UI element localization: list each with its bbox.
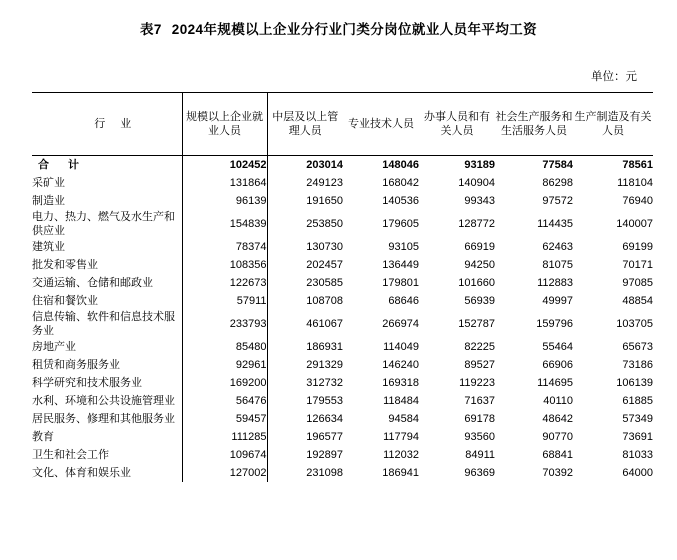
value-cell: 128772 bbox=[458, 218, 495, 230]
industry-name-cell: 采矿业 bbox=[32, 174, 182, 192]
industry-name-cell: 电力、热力、燃气及水生产和供应业 bbox=[32, 210, 182, 238]
value-cell: 103705 bbox=[616, 318, 653, 330]
value-cell: 191650 bbox=[306, 195, 343, 207]
value-cell: 69199 bbox=[622, 241, 653, 253]
table-row bbox=[32, 464, 653, 482]
value-cell: 96139 bbox=[182, 192, 267, 210]
value-cell: 179801 bbox=[382, 277, 419, 289]
table-row bbox=[32, 428, 653, 446]
value-cell: 81075 bbox=[542, 259, 573, 271]
industry-name-cell: 合 计 bbox=[32, 156, 182, 175]
value-cell: 84911 bbox=[465, 449, 495, 461]
column-header-professional: 专业技术人员 bbox=[343, 93, 419, 156]
column-header-all-employees: 规模以上企业就业人员 bbox=[182, 93, 267, 156]
industry-name-cell: 住宿和餐饮业 bbox=[32, 292, 182, 310]
industry-name-cell: 水利、环境和公共设施管理业 bbox=[32, 392, 182, 410]
value-cell: 186941 bbox=[382, 467, 419, 479]
table-row bbox=[32, 446, 653, 464]
column-header-service: 社会生产服务和生活服务人员 bbox=[495, 93, 573, 156]
industry-name-cell: 信息传输、软件和信息技术服务业 bbox=[32, 310, 182, 338]
value-cell: 114435 bbox=[537, 218, 573, 230]
industry-name-cell: 卫生和社会工作 bbox=[32, 446, 182, 464]
value-cell: 93189 bbox=[464, 159, 495, 171]
value-cell: 112032 bbox=[383, 449, 419, 461]
value-cell: 249123 bbox=[306, 177, 343, 189]
value-cell: 96369 bbox=[464, 467, 495, 479]
table-header bbox=[32, 93, 653, 156]
industry-name-cell: 制造业 bbox=[32, 192, 182, 210]
value-cell: 146240 bbox=[382, 359, 419, 371]
value-cell: 140007 bbox=[616, 218, 653, 230]
industry-name-cell: 建筑业 bbox=[32, 238, 182, 256]
value-cell: 461067 bbox=[306, 318, 343, 330]
value-cell: 85480 bbox=[182, 338, 267, 356]
value-cell: 61885 bbox=[622, 395, 653, 407]
value-cell: 202457 bbox=[306, 259, 343, 271]
table-row bbox=[32, 292, 653, 310]
value-cell: 97572 bbox=[542, 195, 573, 207]
value-cell: 56939 bbox=[464, 295, 495, 307]
value-cell: 90770 bbox=[542, 431, 573, 443]
industry-name-cell: 教育 bbox=[32, 428, 182, 446]
table-row bbox=[32, 392, 653, 410]
value-cell: 66919 bbox=[464, 241, 495, 253]
table-row bbox=[32, 156, 653, 175]
value-cell: 48854 bbox=[622, 295, 653, 307]
value-cell: 140536 bbox=[382, 195, 419, 207]
value-cell: 127002 bbox=[182, 464, 267, 482]
value-cell: 62463 bbox=[542, 241, 573, 253]
value-cell: 92961 bbox=[182, 356, 267, 374]
table-row bbox=[32, 192, 653, 210]
value-cell: 73186 bbox=[622, 359, 653, 371]
value-cell: 119223 bbox=[459, 377, 495, 389]
table-row bbox=[32, 338, 653, 356]
value-cell: 266974 bbox=[382, 318, 419, 330]
value-cell: 56476 bbox=[182, 392, 267, 410]
value-cell: 203014 bbox=[306, 159, 343, 171]
table-number: 表7 bbox=[139, 22, 162, 37]
table-body bbox=[32, 156, 653, 483]
value-cell: 148046 bbox=[382, 159, 419, 171]
page-title bbox=[32, 18, 645, 38]
value-cell: 64000 bbox=[622, 467, 653, 479]
value-cell: 40110 bbox=[543, 395, 573, 407]
value-cell: 86298 bbox=[542, 177, 573, 189]
table-row bbox=[32, 410, 653, 428]
industry-name-cell: 房地产业 bbox=[32, 338, 182, 356]
value-cell: 114695 bbox=[537, 377, 573, 389]
table-row bbox=[32, 174, 653, 192]
industry-name-cell: 居民服务、修理和其他服务业 bbox=[32, 410, 182, 428]
value-cell: 108708 bbox=[306, 295, 343, 307]
value-cell: 186931 bbox=[306, 341, 343, 353]
value-cell: 117794 bbox=[383, 431, 419, 443]
value-cell: 94584 bbox=[388, 413, 419, 425]
value-cell: 109674 bbox=[182, 446, 267, 464]
value-cell: 94250 bbox=[464, 259, 495, 271]
value-cell: 68646 bbox=[388, 295, 419, 307]
column-header-industry: 行 业 bbox=[32, 93, 182, 156]
unit-label: 单位：元 bbox=[591, 71, 637, 83]
value-cell: 59457 bbox=[182, 410, 267, 428]
value-cell: 179553 bbox=[306, 395, 343, 407]
industry-name-cell: 科学研究和技术服务业 bbox=[32, 374, 182, 392]
value-cell: 108356 bbox=[182, 256, 267, 274]
value-cell: 49997 bbox=[542, 295, 573, 307]
wage-table bbox=[32, 92, 653, 482]
value-cell: 77584 bbox=[542, 159, 573, 171]
value-cell: 131864 bbox=[182, 174, 267, 192]
value-cell: 57349 bbox=[622, 413, 653, 425]
value-cell: 169318 bbox=[382, 377, 419, 389]
value-cell: 118104 bbox=[617, 177, 653, 189]
value-cell: 93560 bbox=[464, 431, 495, 443]
value-cell: 179605 bbox=[382, 218, 419, 230]
value-cell: 69178 bbox=[464, 413, 495, 425]
value-cell: 159796 bbox=[536, 318, 573, 330]
table-row bbox=[32, 374, 653, 392]
value-cell: 122673 bbox=[182, 274, 267, 292]
value-cell: 68841 bbox=[542, 449, 573, 461]
value-cell: 101660 bbox=[458, 277, 495, 289]
value-cell: 57911 bbox=[182, 292, 267, 310]
value-cell: 111285 bbox=[182, 428, 267, 446]
value-cell: 192897 bbox=[306, 449, 343, 461]
column-header-clerical: 办事人员和有关人员 bbox=[419, 93, 495, 156]
value-cell: 312732 bbox=[306, 377, 343, 389]
table-row bbox=[32, 310, 653, 338]
value-cell: 233793 bbox=[182, 310, 267, 338]
value-cell: 70392 bbox=[542, 467, 573, 479]
value-cell: 126634 bbox=[306, 413, 343, 425]
column-header-production: 生产制造及有关人员 bbox=[573, 93, 653, 156]
value-cell: 140904 bbox=[458, 177, 495, 189]
value-cell: 78374 bbox=[182, 238, 267, 256]
table-row bbox=[32, 356, 653, 374]
value-cell: 102452 bbox=[182, 156, 267, 175]
value-cell: 112883 bbox=[537, 277, 573, 289]
value-cell: 76940 bbox=[622, 195, 653, 207]
value-cell: 291329 bbox=[306, 359, 343, 371]
value-cell: 168042 bbox=[382, 177, 419, 189]
industry-name-cell: 交通运输、仓储和邮政业 bbox=[32, 274, 182, 292]
value-cell: 106139 bbox=[616, 377, 653, 389]
value-cell: 66906 bbox=[542, 359, 573, 371]
value-cell: 89527 bbox=[464, 359, 495, 371]
value-cell: 73691 bbox=[622, 431, 653, 443]
value-cell: 169200 bbox=[182, 374, 267, 392]
value-cell: 70171 bbox=[622, 259, 653, 271]
value-cell: 154839 bbox=[182, 210, 267, 238]
value-cell: 65673 bbox=[622, 341, 653, 353]
value-cell: 55464 bbox=[542, 341, 573, 353]
value-cell: 231098 bbox=[306, 467, 343, 479]
value-cell: 71637 bbox=[464, 395, 495, 407]
value-cell: 93105 bbox=[388, 241, 419, 253]
value-cell: 81033 bbox=[622, 449, 653, 461]
industry-name-cell: 文化、体育和娱乐业 bbox=[32, 464, 182, 482]
document-page bbox=[0, 18, 677, 560]
industry-name-cell: 租赁和商务服务业 bbox=[32, 356, 182, 374]
value-cell: 78561 bbox=[622, 159, 653, 171]
value-cell: 97085 bbox=[622, 277, 653, 289]
value-cell: 82225 bbox=[464, 341, 495, 353]
table-row bbox=[32, 274, 653, 292]
table-row bbox=[32, 256, 653, 274]
value-cell: 136449 bbox=[382, 259, 419, 271]
value-cell: 196577 bbox=[306, 431, 343, 443]
value-cell: 230585 bbox=[306, 277, 343, 289]
industry-name-cell: 批发和零售业 bbox=[32, 256, 182, 274]
value-cell: 118484 bbox=[383, 395, 419, 407]
table-row bbox=[32, 210, 653, 238]
value-cell: 253850 bbox=[306, 218, 343, 230]
table-row bbox=[32, 238, 653, 256]
value-cell: 152787 bbox=[458, 318, 495, 330]
value-cell: 99343 bbox=[464, 195, 495, 207]
value-cell: 130730 bbox=[306, 241, 343, 253]
value-cell: 48642 bbox=[542, 413, 573, 425]
table-title-text: 2024年规模以上企业分行业门类分岗位就业人员年平均工资 bbox=[171, 22, 538, 37]
value-cell: 114049 bbox=[383, 341, 419, 353]
column-header-management: 中层及以上管理人员 bbox=[267, 93, 343, 156]
